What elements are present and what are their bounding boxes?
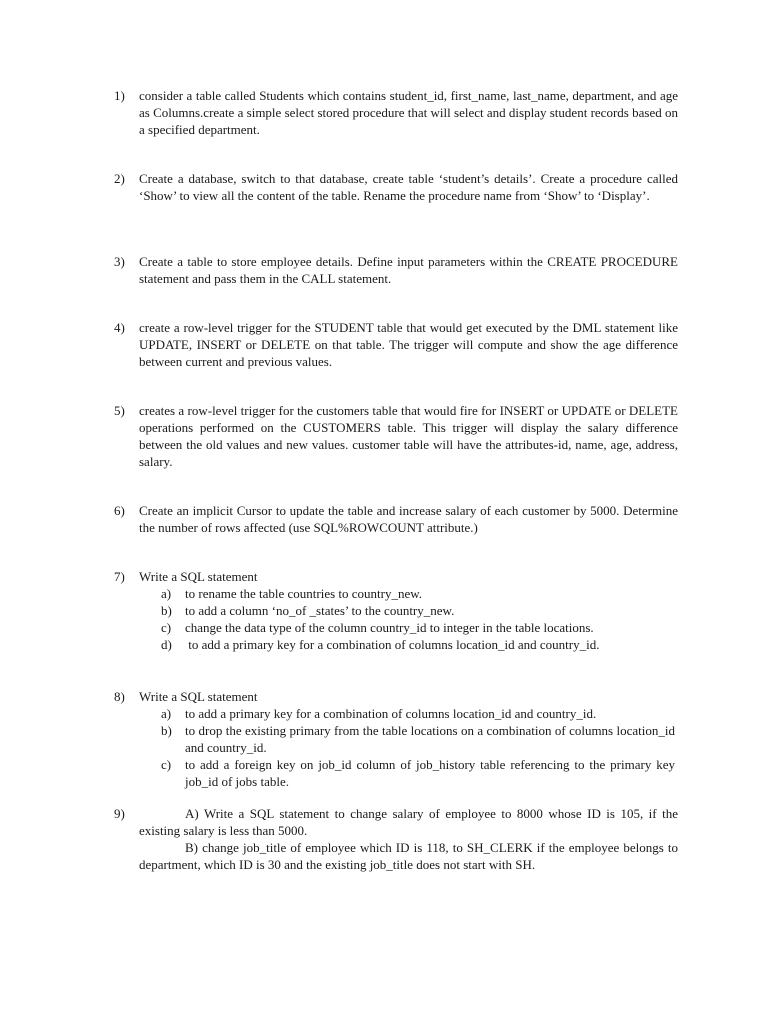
question-3 xyxy=(114,253,678,287)
question-text: Write a SQL statement xyxy=(139,569,258,584)
part-b-text: B) change job_title of employee which ID is 118, to SH_CLERK if the employee belongs to department, which ID is 30 and the existing job_title does not start with SH. xyxy=(139,840,678,872)
sub-item-text: to add a primary key for a combination of columns location_id and country_id. xyxy=(185,637,600,652)
sub-item-label: d) xyxy=(161,637,172,652)
question-number: 3) xyxy=(114,254,125,269)
sub-item-d xyxy=(161,636,675,653)
sub-item-label: a) xyxy=(161,706,172,721)
question-8 xyxy=(114,688,678,790)
sub-item-text: to add a column ‘no_of _states’ to the country_new. xyxy=(185,603,455,618)
sub-item-text: to rename the table countries to country_new. xyxy=(185,586,423,601)
sub-item-text: change the data type of the column country_id to integer in the table locations. xyxy=(185,620,594,635)
question-number: 8) xyxy=(114,689,125,704)
question-number: 2) xyxy=(114,171,125,186)
question-text xyxy=(139,805,678,873)
sub-item-c xyxy=(161,619,675,636)
question-6 xyxy=(114,502,678,536)
sub-item-text: to add a primary key for a combination of columns location_id and country_id. xyxy=(185,706,597,721)
question-7 xyxy=(114,568,678,653)
question-number: 1) xyxy=(114,88,125,103)
question-2 xyxy=(114,170,678,204)
question-number: 4) xyxy=(114,320,125,335)
question-text: Write a SQL statement xyxy=(139,689,258,704)
question-number: 5) xyxy=(114,403,125,418)
question-1 xyxy=(114,87,678,138)
sub-item-b xyxy=(161,722,675,756)
sub-item-label: c) xyxy=(161,757,172,772)
question-4 xyxy=(114,319,678,370)
question-9 xyxy=(114,805,678,873)
question-5 xyxy=(114,402,678,470)
sub-item-b xyxy=(161,602,675,619)
question-text: Create a database, switch to that database, create table ‘student’s details’. Create a procedure called ‘Show’ to view all the content of the table. Rename the procedure name from ‘Show’ to ‘Display’. xyxy=(139,171,678,203)
question-text: Create an implicit Cursor to update the table and increase salary of each customer by 5000. Determine the number of rows affected (use SQL%ROWCOUNT attribute.) xyxy=(139,503,678,535)
question-text: consider a table called Students which contains student_id, first_name, last_name, department, and age as Columns.create a simple select stored procedure that will select and display student records based on a specified department. xyxy=(139,88,678,137)
question-text: Create a table to store employee details. Define input parameters within the CREATE PROCEDURE statement and pass them in the CALL statement. xyxy=(139,254,678,286)
sub-item-label: a) xyxy=(161,586,172,601)
question-text: creates a row-level trigger for the customers table that would fire for INSERT or UPDATE or DELETE operations performed on the CUSTOMERS table. This trigger will display the salary difference between the old values and new values. customer table will have the attributes-id, name, age, address, salary. xyxy=(139,403,678,469)
sub-item-c xyxy=(161,756,675,790)
sub-item-label: c) xyxy=(161,620,172,635)
question-number: 6) xyxy=(114,503,125,518)
part-a-text: A) Write a SQL statement to change salary of employee to 8000 whose ID is 105, if the existing salary is less than 5000. xyxy=(139,806,678,838)
question-number: 9) xyxy=(114,806,125,821)
question-text: create a row-level trigger for the STUDENT table that would get executed by the DML statement like UPDATE, INSERT or DELETE on that table. The trigger will compute and show the age difference between current and previous values. xyxy=(139,320,678,369)
sub-item-label: b) xyxy=(161,723,172,738)
sub-item-text: to drop the existing primary from the table locations on a combination of columns location_id and country_id. xyxy=(185,723,675,755)
sub-item-a xyxy=(161,585,675,602)
sub-item-label: b) xyxy=(161,603,172,618)
sub-item-a xyxy=(161,705,675,722)
sub-item-text: to add a foreign key on job_id column of job_history table referencing to the primary key job_id of jobs table. xyxy=(185,757,675,789)
question-number: 7) xyxy=(114,569,125,584)
